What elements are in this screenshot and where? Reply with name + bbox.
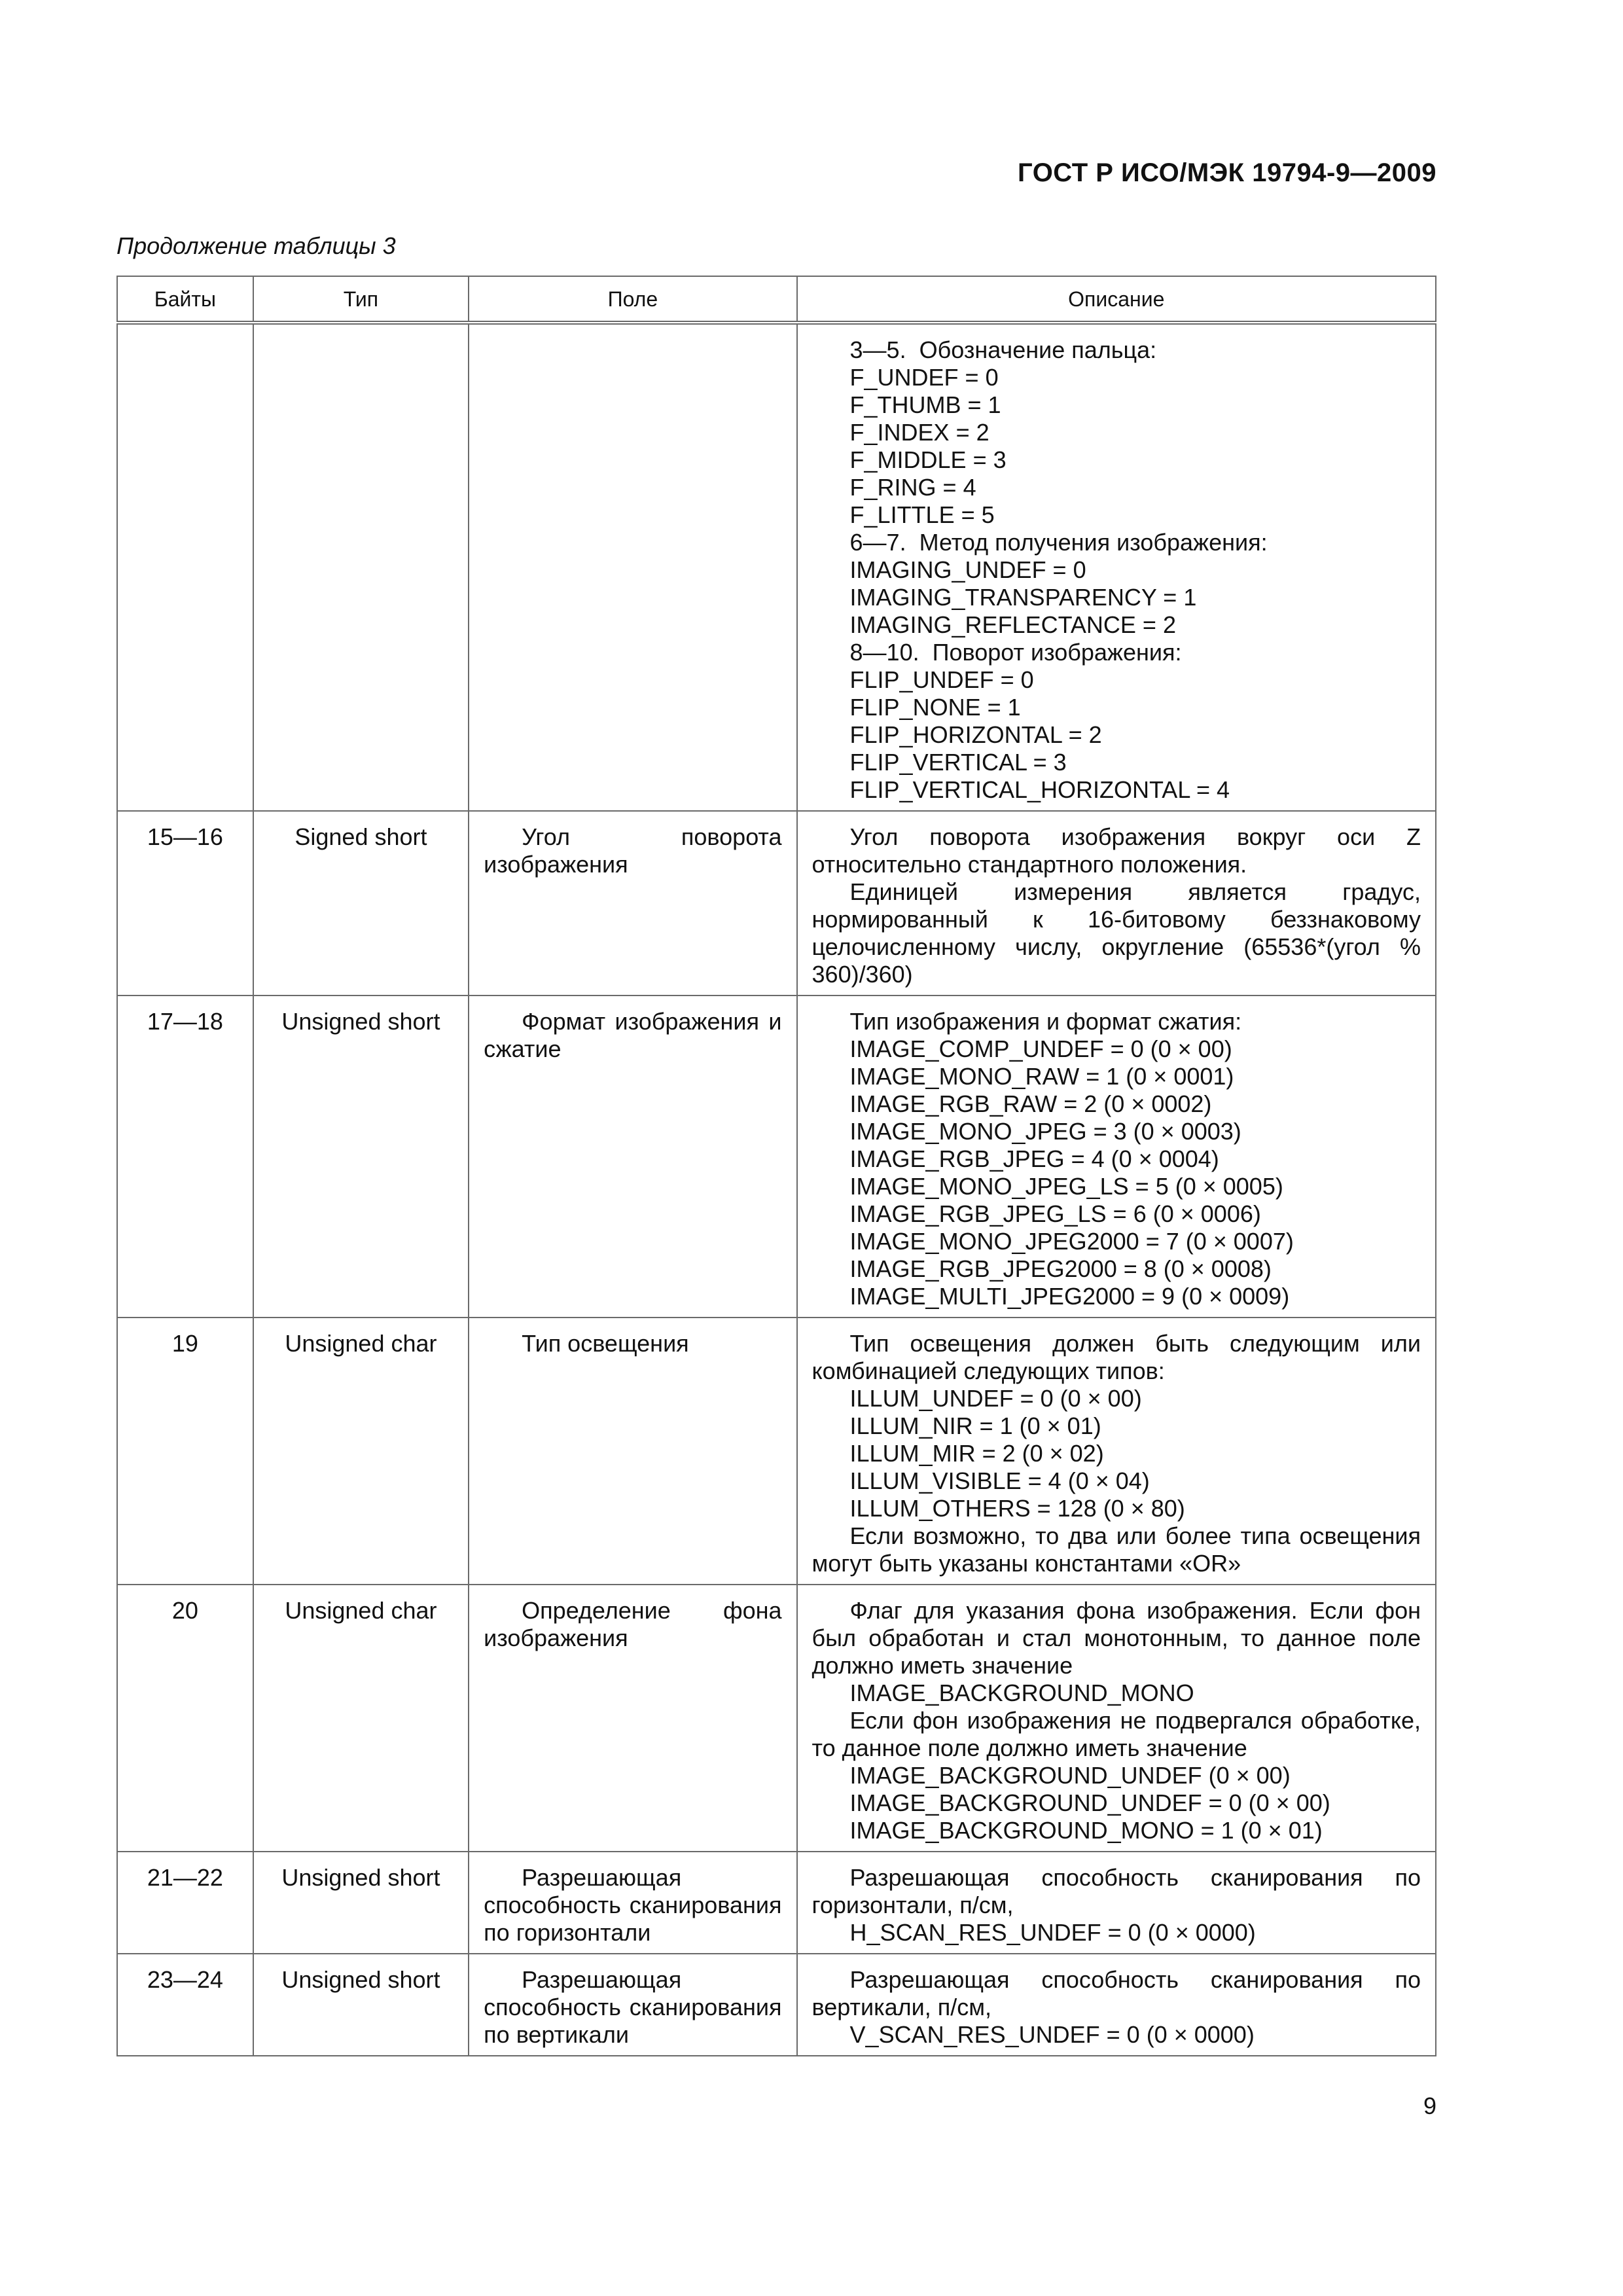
cell-bytes	[117, 323, 253, 811]
table-row	[117, 1852, 1436, 1954]
description-line: F_UNDEF = 0	[849, 364, 999, 391]
description-line: F_INDEX = 2	[849, 419, 990, 446]
description-line: ILLUM_OTHERS = 128 (0 × 80)	[849, 1495, 1185, 1522]
cell-type	[253, 323, 469, 811]
page-number: 9	[1423, 2092, 1436, 2119]
table-row	[117, 1318, 1436, 1585]
description-line: H_SCAN_RES_UNDEF = 0 (0 × 0000)	[849, 1919, 1256, 1946]
description-line: IMAGE_RGB_JPEG_LS = 6 (0 × 0006)	[849, 1200, 1261, 1227]
description-line: F_LITTLE = 5	[849, 501, 995, 528]
description-paragraph: Флаг для указания фона изображения. Если фон был обработан и стал монотонным, то данное поле должно иметь значение	[812, 1597, 1421, 1679]
description-line: IMAGE_BACKGROUND_UNDEF = 0 (0 × 00)	[849, 1789, 1330, 1816]
description-line: IMAGING_TRANSPARENCY = 1	[849, 584, 1197, 611]
table-row	[117, 811, 1436, 996]
description-paragraph: Тип освещения должен быть следующим или комбинацией следующих типов:	[812, 1330, 1421, 1384]
description-line: FLIP_HORIZONTAL = 2	[849, 721, 1102, 748]
document-standard-header: ГОСТ Р ИСО/МЭК 19794-9—2009	[1018, 158, 1436, 187]
cell-type: Signed short	[253, 811, 469, 996]
description-line: F_THUMB = 1	[849, 391, 1001, 418]
field-text: Разрешающая способность сканирования по горизонтали	[484, 1864, 782, 1946]
description-line: ILLUM_NIR = 1 (0 × 01)	[849, 1412, 1101, 1439]
description-line: IMAGE_BACKGROUND_UNDEF (0 × 00)	[849, 1762, 1291, 1789]
table-row	[117, 1954, 1436, 2056]
description-line: F_MIDDLE = 3	[849, 446, 1007, 473]
description-line: IMAGE_COMP_UNDEF = 0 (0 × 00)	[849, 1035, 1232, 1062]
cell-field	[469, 1585, 796, 1852]
cell-field	[469, 1954, 796, 2056]
cell-description	[797, 996, 1436, 1318]
cell-description	[797, 1318, 1436, 1585]
description-lines	[812, 1385, 1421, 1522]
description-line: ILLUM_VISIBLE = 4 (0 × 04)	[849, 1467, 1150, 1494]
description-line: ILLUM_UNDEF = 0 (0 × 00)	[849, 1385, 1142, 1412]
column-header-type: Тип	[253, 276, 469, 323]
cell-description	[797, 1585, 1436, 1852]
description-line: IMAGE_MONO_JPEG_LS = 5 (0 × 0005)	[849, 1173, 1283, 1200]
column-header-description: Описание	[797, 276, 1436, 323]
description-lines	[812, 1762, 1421, 1844]
cell-bytes: 19	[117, 1318, 253, 1585]
cell-field	[469, 1852, 796, 1954]
description-line: IMAGE_RGB_RAW = 2 (0 × 0002)	[849, 1090, 1212, 1117]
description-line: IMAGE_RGB_JPEG2000 = 8 (0 × 0008)	[849, 1255, 1272, 1282]
table-row	[117, 1585, 1436, 1852]
column-header-bytes: Байты	[117, 276, 253, 323]
description-paragraph: Единицей измерения является градус, нормированный к 16-битовому беззнаковому целочисленному числу, округление (65536*(угол % 360)/360)	[812, 878, 1421, 988]
cell-bytes: 15—16	[117, 811, 253, 996]
description-line: IMAGE_RGB_JPEG = 4 (0 × 0004)	[849, 1145, 1219, 1172]
description-line: IMAGE_MONO_JPEG2000 = 7 (0 × 0007)	[849, 1228, 1294, 1255]
table-caption: Продолжение таблицы 3	[116, 232, 396, 259]
field-text: Определение фона изображения	[484, 1597, 782, 1651]
cell-description	[797, 811, 1436, 996]
description-line: IMAGE_MONO_RAW = 1 (0 × 0001)	[849, 1063, 1234, 1090]
description-paragraph: Разрешающая способность сканирования по горизонтали, п/см,	[812, 1864, 1421, 1918]
cell-bytes: 20	[117, 1585, 253, 1852]
description-line: FLIP_VERTICAL_HORIZONTAL = 4	[849, 776, 1230, 803]
cell-type: Unsigned short	[253, 1852, 469, 1954]
cell-type: Unsigned short	[253, 1954, 469, 2056]
cell-type: Unsigned short	[253, 996, 469, 1318]
description-line: Тип изображения и формат сжатия:	[849, 1008, 1242, 1035]
cell-type: Unsigned char	[253, 1318, 469, 1585]
description-line: ILLUM_MIR = 2 (0 × 02)	[849, 1440, 1104, 1467]
cell-bytes: 23—24	[117, 1954, 253, 2056]
description-line: IMAGE_BACKGROUND_MONO	[849, 1679, 1194, 1706]
cell-bytes: 21—22	[117, 1852, 253, 1954]
table-row-continued	[117, 323, 1436, 811]
cell-field	[469, 811, 796, 996]
field-text: Разрешающая способность сканирования по вертикали	[484, 1966, 782, 2048]
cell-field	[469, 323, 796, 811]
description-line: FLIP_UNDEF = 0	[849, 666, 1034, 693]
cell-description	[797, 1852, 1436, 1954]
column-header-field: Поле	[469, 276, 796, 323]
description-line: IMAGING_REFLECTANCE = 2	[849, 611, 1176, 638]
description-line: 6—7. Метод получения изображения:	[849, 529, 1268, 556]
description-line: V_SCAN_RES_UNDEF = 0 (0 × 0000)	[849, 2021, 1255, 2048]
cell-field	[469, 996, 796, 1318]
cell-description	[797, 1954, 1436, 2056]
description-lines	[812, 336, 1421, 804]
cell-field	[469, 1318, 796, 1585]
cell-bytes: 17—18	[117, 996, 253, 1318]
description-paragraph: Если фон изображения не подвергался обработке, то данное поле должно иметь значение	[812, 1707, 1421, 1761]
description-line: IMAGING_UNDEF = 0	[849, 556, 1086, 583]
description-paragraph: Разрешающая способность сканирования по вертикали, п/см,	[812, 1966, 1421, 2020]
description-paragraph: Угол поворота изображения вокруг оси Z относительно стандартного положения.	[812, 823, 1421, 878]
description-line: 8—10. Поворот изображения:	[849, 639, 1182, 666]
description-line: FLIP_VERTICAL = 3	[849, 749, 1067, 776]
description-line: IMAGE_MONO_JPEG = 3 (0 × 0003)	[849, 1118, 1241, 1145]
description-line: F_RING = 4	[849, 474, 976, 501]
field-text: Формат изображения и сжатие	[484, 1008, 782, 1062]
description-line: IMAGE_BACKGROUND_MONO = 1 (0 × 01)	[849, 1817, 1323, 1844]
description-line: FLIP_NONE = 1	[849, 694, 1021, 721]
description-paragraph: Если возможно, то два или более типа освещения могут быть указаны константами «OR»	[812, 1522, 1421, 1577]
field-text: Угол поворота изображения	[484, 823, 782, 878]
cell-type: Unsigned char	[253, 1585, 469, 1852]
table-row	[117, 996, 1436, 1318]
cell-description	[797, 323, 1436, 811]
description-line: 3—5. Обозначение пальца:	[849, 336, 1157, 363]
field-text: Тип освещения	[522, 1330, 689, 1357]
table-header-row	[117, 276, 1436, 323]
description-lines	[812, 1008, 1421, 1310]
description-line: IMAGE_MULTI_JPEG2000 = 9 (0 × 0009)	[849, 1283, 1290, 1310]
spec-table	[116, 276, 1436, 2056]
